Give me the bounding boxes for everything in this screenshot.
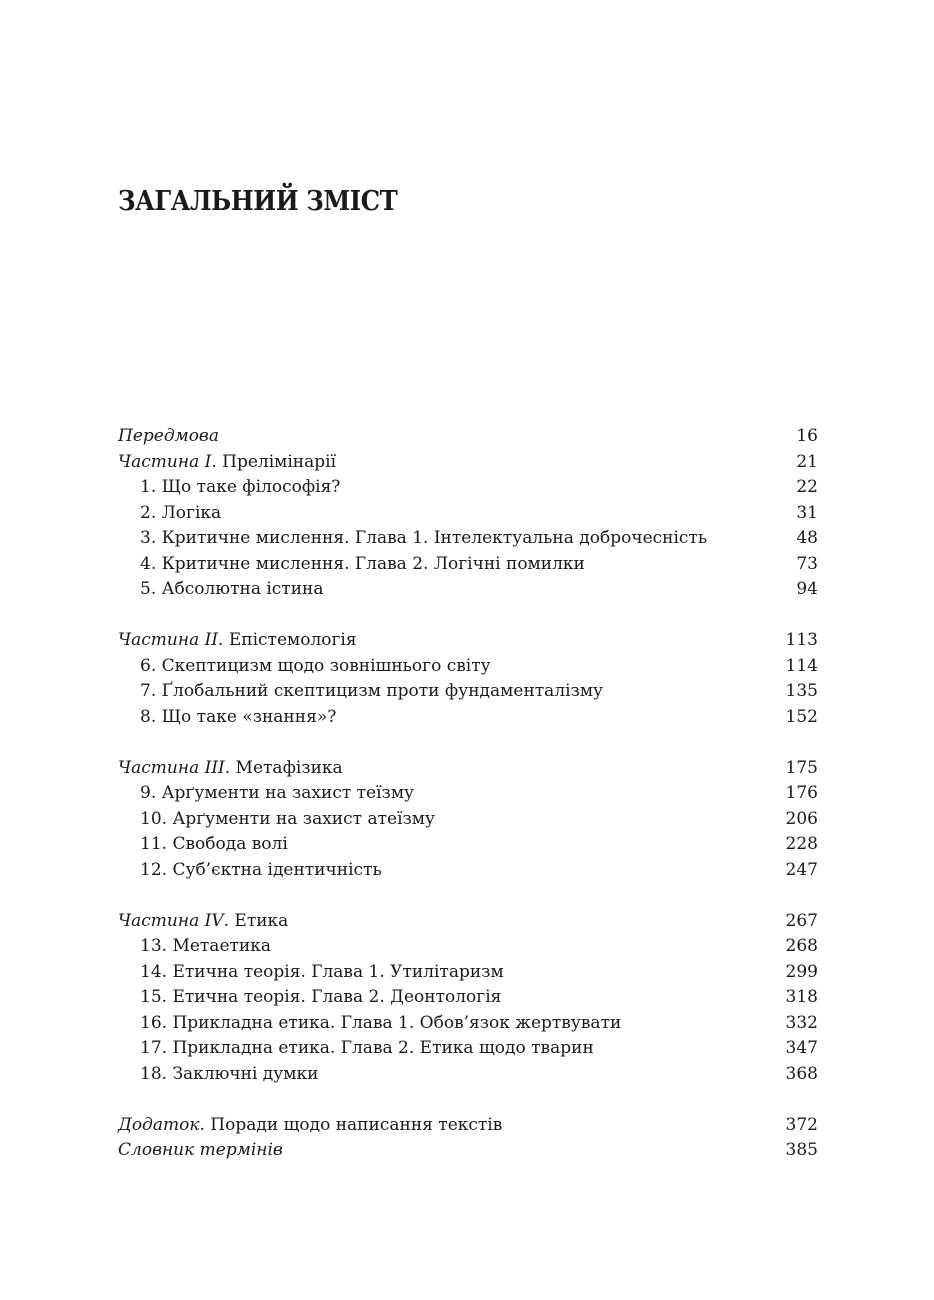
toc-entry-chapter-2[interactable] (118, 501, 818, 527)
toc-entry-part-4[interactable] (118, 909, 818, 935)
toc-page-number: 152 (785, 706, 818, 727)
toc-page-number: 22 (796, 477, 818, 497)
toc-entry-chapter-4[interactable] (118, 552, 818, 578)
section-spacer (118, 603, 818, 629)
appendix-title: Додаток (118, 1114, 200, 1135)
toc-entry-part-1[interactable] (118, 450, 818, 476)
toc-entry-chapter-11[interactable] (118, 832, 818, 858)
toc-page-number: 268 (785, 936, 818, 956)
toc-entry-preface[interactable] (118, 424, 818, 450)
toc-entry-label: 9. Арґументи на захист теїзму (140, 783, 415, 803)
toc-page-number: 113 (785, 630, 818, 650)
toc-page-number: 176 (785, 783, 818, 803)
toc-page-number: 175 (785, 757, 818, 778)
toc-entry-chapter-14[interactable] (118, 960, 818, 986)
toc-entry-part-3[interactable] (118, 756, 818, 782)
part-title: . Етика (223, 910, 289, 931)
toc-entry-label: 1. Що таке філософія? (140, 477, 341, 497)
toc-entry-chapter-13[interactable] (118, 934, 818, 960)
toc-entry-chapter-18[interactable] (118, 1062, 818, 1088)
toc-entry-appendix[interactable] (118, 1113, 818, 1139)
toc-entry-label: 12. Суб’єктна ідентичність (140, 859, 382, 880)
toc-page-number: 135 (785, 681, 818, 701)
toc-page-number: 31 (796, 502, 818, 523)
toc-page-number: 368 (785, 1063, 818, 1084)
toc-entry-label: 16. Прикладна етика. Глава 1. Обов’язок жертвувати (140, 1012, 622, 1033)
toc-entry-label: 4. Критичне мислення. Глава 2. Логічні помилки (140, 553, 585, 574)
toc-entry-label: 15. Етична теорія. Глава 2. Деонтологія (140, 987, 502, 1007)
toc-page-number: 228 (785, 834, 818, 854)
toc-page-number: 372 (785, 1114, 818, 1135)
toc-page-number: 385 (785, 1140, 818, 1160)
toc-page-number: 299 (785, 961, 818, 982)
toc-entry-label: 18. Заключні думки (140, 1063, 319, 1084)
toc-entry-label: 6. Скептицизм щодо зовнішнього світу (140, 655, 491, 676)
table-of-contents (118, 424, 818, 1164)
toc-entry-chapter-15[interactable] (118, 985, 818, 1011)
toc-entry-label (118, 756, 343, 782)
part-number: Частина I (118, 451, 212, 472)
toc-entry-label (118, 909, 288, 935)
toc-page-number: 267 (785, 910, 818, 931)
toc-entry-label (118, 450, 336, 476)
part-title: . Епістемологія (218, 630, 357, 650)
toc-entry-part-2[interactable] (118, 628, 818, 654)
part-number: Частина II (118, 630, 219, 650)
toc-entry-chapter-7[interactable] (118, 679, 818, 705)
toc-entry-label: Передмова (118, 426, 219, 446)
section-spacer (118, 1087, 818, 1113)
toc-page-number: 206 (785, 808, 818, 829)
toc-entry-label: 3. Критичне мислення. Глава 1. Інтелектуальна доброчесність (140, 528, 708, 548)
toc-entry-label: 7. Ґлобальний скептицизм проти фундаменталізму (140, 681, 604, 701)
appendix-subtitle: . Поради щодо написання текстів (199, 1114, 503, 1135)
toc-page-number: 347 (785, 1038, 818, 1058)
toc-entry-label: 8. Що таке «знання»? (140, 706, 337, 727)
page-title: ЗАГАЛЬНИЙ ЗМІСТ (118, 186, 398, 217)
toc-entry-chapter-6[interactable] (118, 654, 818, 680)
toc-entry-chapter-1[interactable] (118, 475, 818, 501)
toc-entry-chapter-16[interactable] (118, 1011, 818, 1037)
toc-entry-glossary[interactable] (118, 1138, 818, 1164)
toc-entry-chapter-9[interactable] (118, 781, 818, 807)
part-title: . Прелімінарії (211, 451, 337, 472)
toc-page-number: 73 (796, 553, 818, 574)
toc-page-number: 247 (785, 859, 818, 880)
toc-entry-chapter-8[interactable] (118, 705, 818, 731)
toc-entry-chapter-10[interactable] (118, 807, 818, 833)
section-spacer (118, 883, 818, 909)
toc-entry-label: 5. Абсолютна істина (140, 579, 324, 599)
toc-entry-chapter-17[interactable] (118, 1036, 818, 1062)
toc-entry-label: Словник термінів (118, 1140, 283, 1160)
toc-page-number: 21 (796, 451, 818, 472)
toc-entry-chapter-3[interactable] (118, 526, 818, 552)
part-number: Частина III (118, 757, 225, 778)
toc-page-number: 16 (796, 426, 818, 446)
toc-page-number: 332 (785, 1012, 818, 1033)
section-spacer (118, 730, 818, 756)
part-title: . Метафізика (224, 757, 343, 778)
toc-entry-label (118, 628, 357, 654)
toc-page-number: 48 (796, 528, 818, 548)
toc-entry-label (118, 1113, 502, 1139)
toc-entry-chapter-12[interactable] (118, 858, 818, 884)
toc-entry-label: 14. Етична теорія. Глава 1. Утилітаризм (140, 961, 504, 982)
part-number: Частина IV (118, 910, 224, 931)
toc-page-number: 318 (785, 987, 818, 1007)
toc-entry-label: 10. Арґументи на захист атеїзму (140, 808, 436, 829)
toc-entry-label: 2. Логіка (140, 502, 222, 523)
toc-entry-label: 11. Свобода волі (140, 834, 288, 854)
toc-page-number: 94 (796, 579, 818, 599)
toc-page-number: 114 (785, 655, 818, 676)
toc-entry-label: 13. Метаетика (140, 936, 272, 956)
toc-entry-chapter-5[interactable] (118, 577, 818, 603)
toc-entry-label: 17. Прикладна етика. Глава 2. Етика щодо тварин (140, 1038, 594, 1058)
